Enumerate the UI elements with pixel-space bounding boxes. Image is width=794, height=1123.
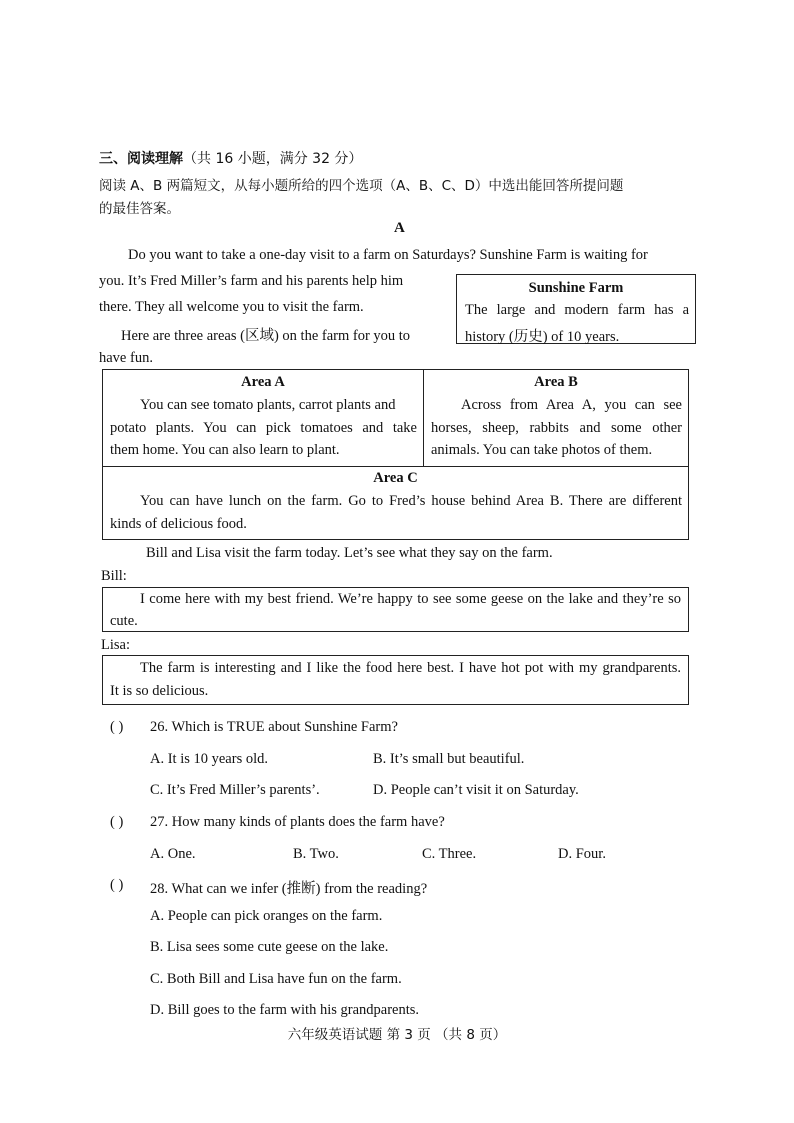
area-a-line-1: You can see tomato plants, carrot plants and	[140, 397, 396, 413]
q27-option-d[interactable]: D. Four.	[558, 846, 606, 862]
area-c-line-2: kinds of delicious food.	[110, 516, 247, 532]
area-b-line-3: animals. You can take photos of them.	[431, 442, 653, 458]
q28-option-a[interactable]: A. People can pick oranges on the farm.	[150, 908, 383, 924]
q26-option-c[interactable]: C. It’s Fred Miller’s parents’.	[150, 782, 320, 798]
section-title	[99, 148, 362, 168]
q28-option-c[interactable]: C. Both Bill and Lisa have fun on the farm.	[150, 971, 402, 987]
lisa-speaker: Lisa:	[101, 637, 130, 653]
answer-blank-27[interactable]: ( )	[110, 814, 124, 830]
area-b-line-2: horses, sheep, rabbits and some other	[431, 420, 682, 436]
area-c-line-1: You can have lunch on the farm. Go to Fred’s house behind Area B. There are different	[140, 493, 682, 509]
question-26: 26. Which is TRUE about Sunshine Farm?	[150, 719, 398, 735]
farm-info-line-1: The large and modern farm has a	[465, 302, 689, 318]
answer-blank-28[interactable]: ( )	[110, 877, 124, 893]
section-title-sub: （共 16 小题，满分 32 分）	[183, 151, 363, 167]
bill-quote-line-2: cute.	[110, 613, 138, 629]
farm-info-title: Sunshine Farm	[528, 280, 624, 296]
bill-quote-box	[102, 587, 689, 632]
q28-option-d[interactable]: D. Bill goes to the farm with his grandparents.	[150, 1002, 420, 1018]
intro-line-3: there. They all welcome you to visit the farm.	[99, 299, 364, 315]
farm-info-box	[456, 274, 696, 344]
instruction-line-2: 的最佳答案。	[99, 201, 180, 217]
instruction-line-1: 阅读 A、B 两篇短文，从每小题所给的四个选项（A、B、C、D）中选出能回答所提问题	[99, 178, 624, 194]
question-27: 27. How many kinds of plants does the farm have?	[150, 814, 445, 830]
q26-option-b[interactable]: B. It’s small but beautiful.	[373, 751, 525, 767]
areas-table	[102, 369, 689, 540]
area-a-line-2: potato plants. You can pick tomatoes and take	[110, 420, 417, 436]
passage-label: A	[394, 220, 405, 236]
lisa-quote-line-1: The farm is interesting and I like the food here best. I have hot pot with my grandparents.	[140, 660, 681, 676]
area-a-title: Area A	[241, 374, 285, 390]
farm-info-line-2: history (历史) of 10 years.	[465, 329, 620, 345]
area-a-line-3: them home. You can also learn to plant.	[110, 442, 340, 458]
question-28: 28. What can we infer (推断) from the reading?	[150, 881, 428, 897]
q28-option-b[interactable]: B. Lisa sees some cute geese on the lake.	[150, 939, 389, 955]
bill-speaker: Bill:	[101, 568, 127, 584]
q27-option-b[interactable]: B. Two.	[293, 846, 339, 862]
page-footer: 六年级英语试题 第 3 页 （共 8 页）	[287, 1027, 507, 1043]
q27-option-c[interactable]: C. Three.	[422, 846, 477, 862]
section-title-main: 三、阅读理解	[99, 151, 183, 167]
intro-line-5: have fun.	[99, 350, 153, 366]
q26-option-d[interactable]: D. People can’t visit it on Saturday.	[373, 782, 579, 798]
area-b-line-1: Across from Area A, you can see	[461, 397, 682, 413]
visit-line: Bill and Lisa visit the farm today. Let’s see what they say on the farm.	[146, 545, 553, 561]
area-b-title: Area B	[534, 374, 578, 390]
bill-quote-line-1: I come here with my best friend. We’re happy to see some geese on the lake and they’re so	[140, 591, 681, 607]
areas-divider-horizontal	[103, 466, 688, 467]
intro-line-1: Do you want to take a one-day visit to a farm on Saturdays? Sunshine Farm is waiting for	[128, 247, 648, 263]
q26-option-a[interactable]: A. It is 10 years old.	[150, 751, 268, 767]
intro-line-2: you. It’s Fred Miller’s farm and his parents help him	[99, 273, 404, 289]
q27-option-a[interactable]: A. One.	[150, 846, 196, 862]
intro-line-4: Here are three areas (区域) on the farm for you to	[121, 328, 411, 344]
lisa-quote-line-2: It is so delicious.	[110, 683, 209, 699]
answer-blank-26[interactable]: ( )	[110, 719, 124, 735]
area-c-title: Area C	[373, 470, 418, 486]
lisa-quote-box	[102, 655, 689, 705]
